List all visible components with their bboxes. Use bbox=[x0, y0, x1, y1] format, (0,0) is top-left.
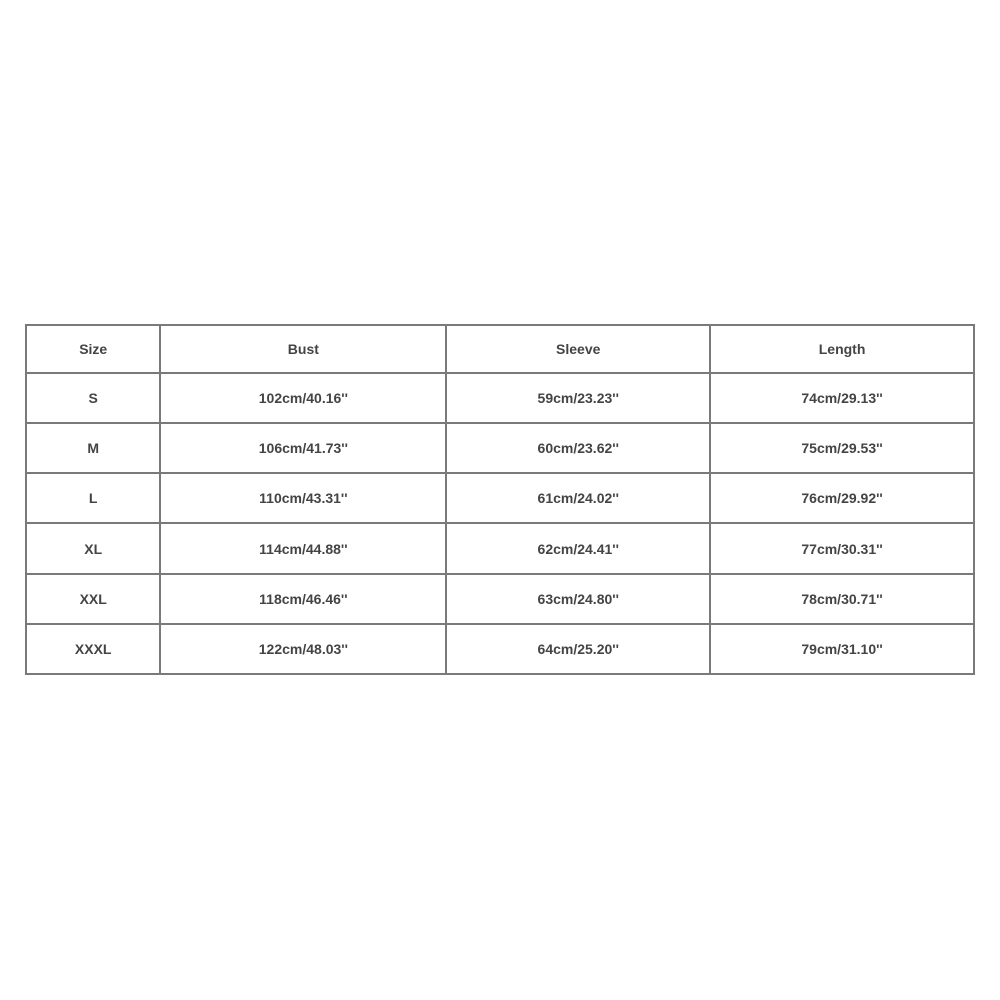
cell-bust: 122cm/48.03'' bbox=[160, 624, 446, 674]
cell-size: XXXL bbox=[26, 624, 160, 674]
cell-sleeve: 63cm/24.80'' bbox=[446, 574, 710, 624]
cell-sleeve: 64cm/25.20'' bbox=[446, 624, 710, 674]
table-row bbox=[26, 373, 974, 423]
cell-bust: 102cm/40.16'' bbox=[160, 373, 446, 423]
cell-bust: 118cm/46.46'' bbox=[160, 574, 446, 624]
cell-sleeve: 62cm/24.41'' bbox=[446, 523, 710, 573]
cell-length: 78cm/30.71'' bbox=[710, 574, 974, 624]
cell-length: 74cm/29.13'' bbox=[710, 373, 974, 423]
table-row bbox=[26, 523, 974, 573]
table-header-row bbox=[26, 325, 974, 373]
table-row bbox=[26, 574, 974, 624]
cell-length: 75cm/29.53'' bbox=[710, 423, 974, 473]
cell-bust: 114cm/44.88'' bbox=[160, 523, 446, 573]
cell-bust: 106cm/41.73'' bbox=[160, 423, 446, 473]
header-sleeve: Sleeve bbox=[446, 325, 710, 373]
cell-size: M bbox=[26, 423, 160, 473]
table-row bbox=[26, 624, 974, 674]
cell-length: 79cm/31.10'' bbox=[710, 624, 974, 674]
header-size: Size bbox=[26, 325, 160, 373]
cell-sleeve: 60cm/23.62'' bbox=[446, 423, 710, 473]
header-length: Length bbox=[710, 325, 974, 373]
table-row bbox=[26, 473, 974, 523]
cell-bust: 110cm/43.31'' bbox=[160, 473, 446, 523]
cell-size: L bbox=[26, 473, 160, 523]
cell-length: 76cm/29.92'' bbox=[710, 473, 974, 523]
cell-size: XXL bbox=[26, 574, 160, 624]
size-chart-table bbox=[25, 324, 975, 675]
cell-length: 77cm/30.31'' bbox=[710, 523, 974, 573]
header-bust: Bust bbox=[160, 325, 446, 373]
cell-sleeve: 61cm/24.02'' bbox=[446, 473, 710, 523]
cell-size: XL bbox=[26, 523, 160, 573]
table-row bbox=[26, 423, 974, 473]
cell-size: S bbox=[26, 373, 160, 423]
cell-sleeve: 59cm/23.23'' bbox=[446, 373, 710, 423]
